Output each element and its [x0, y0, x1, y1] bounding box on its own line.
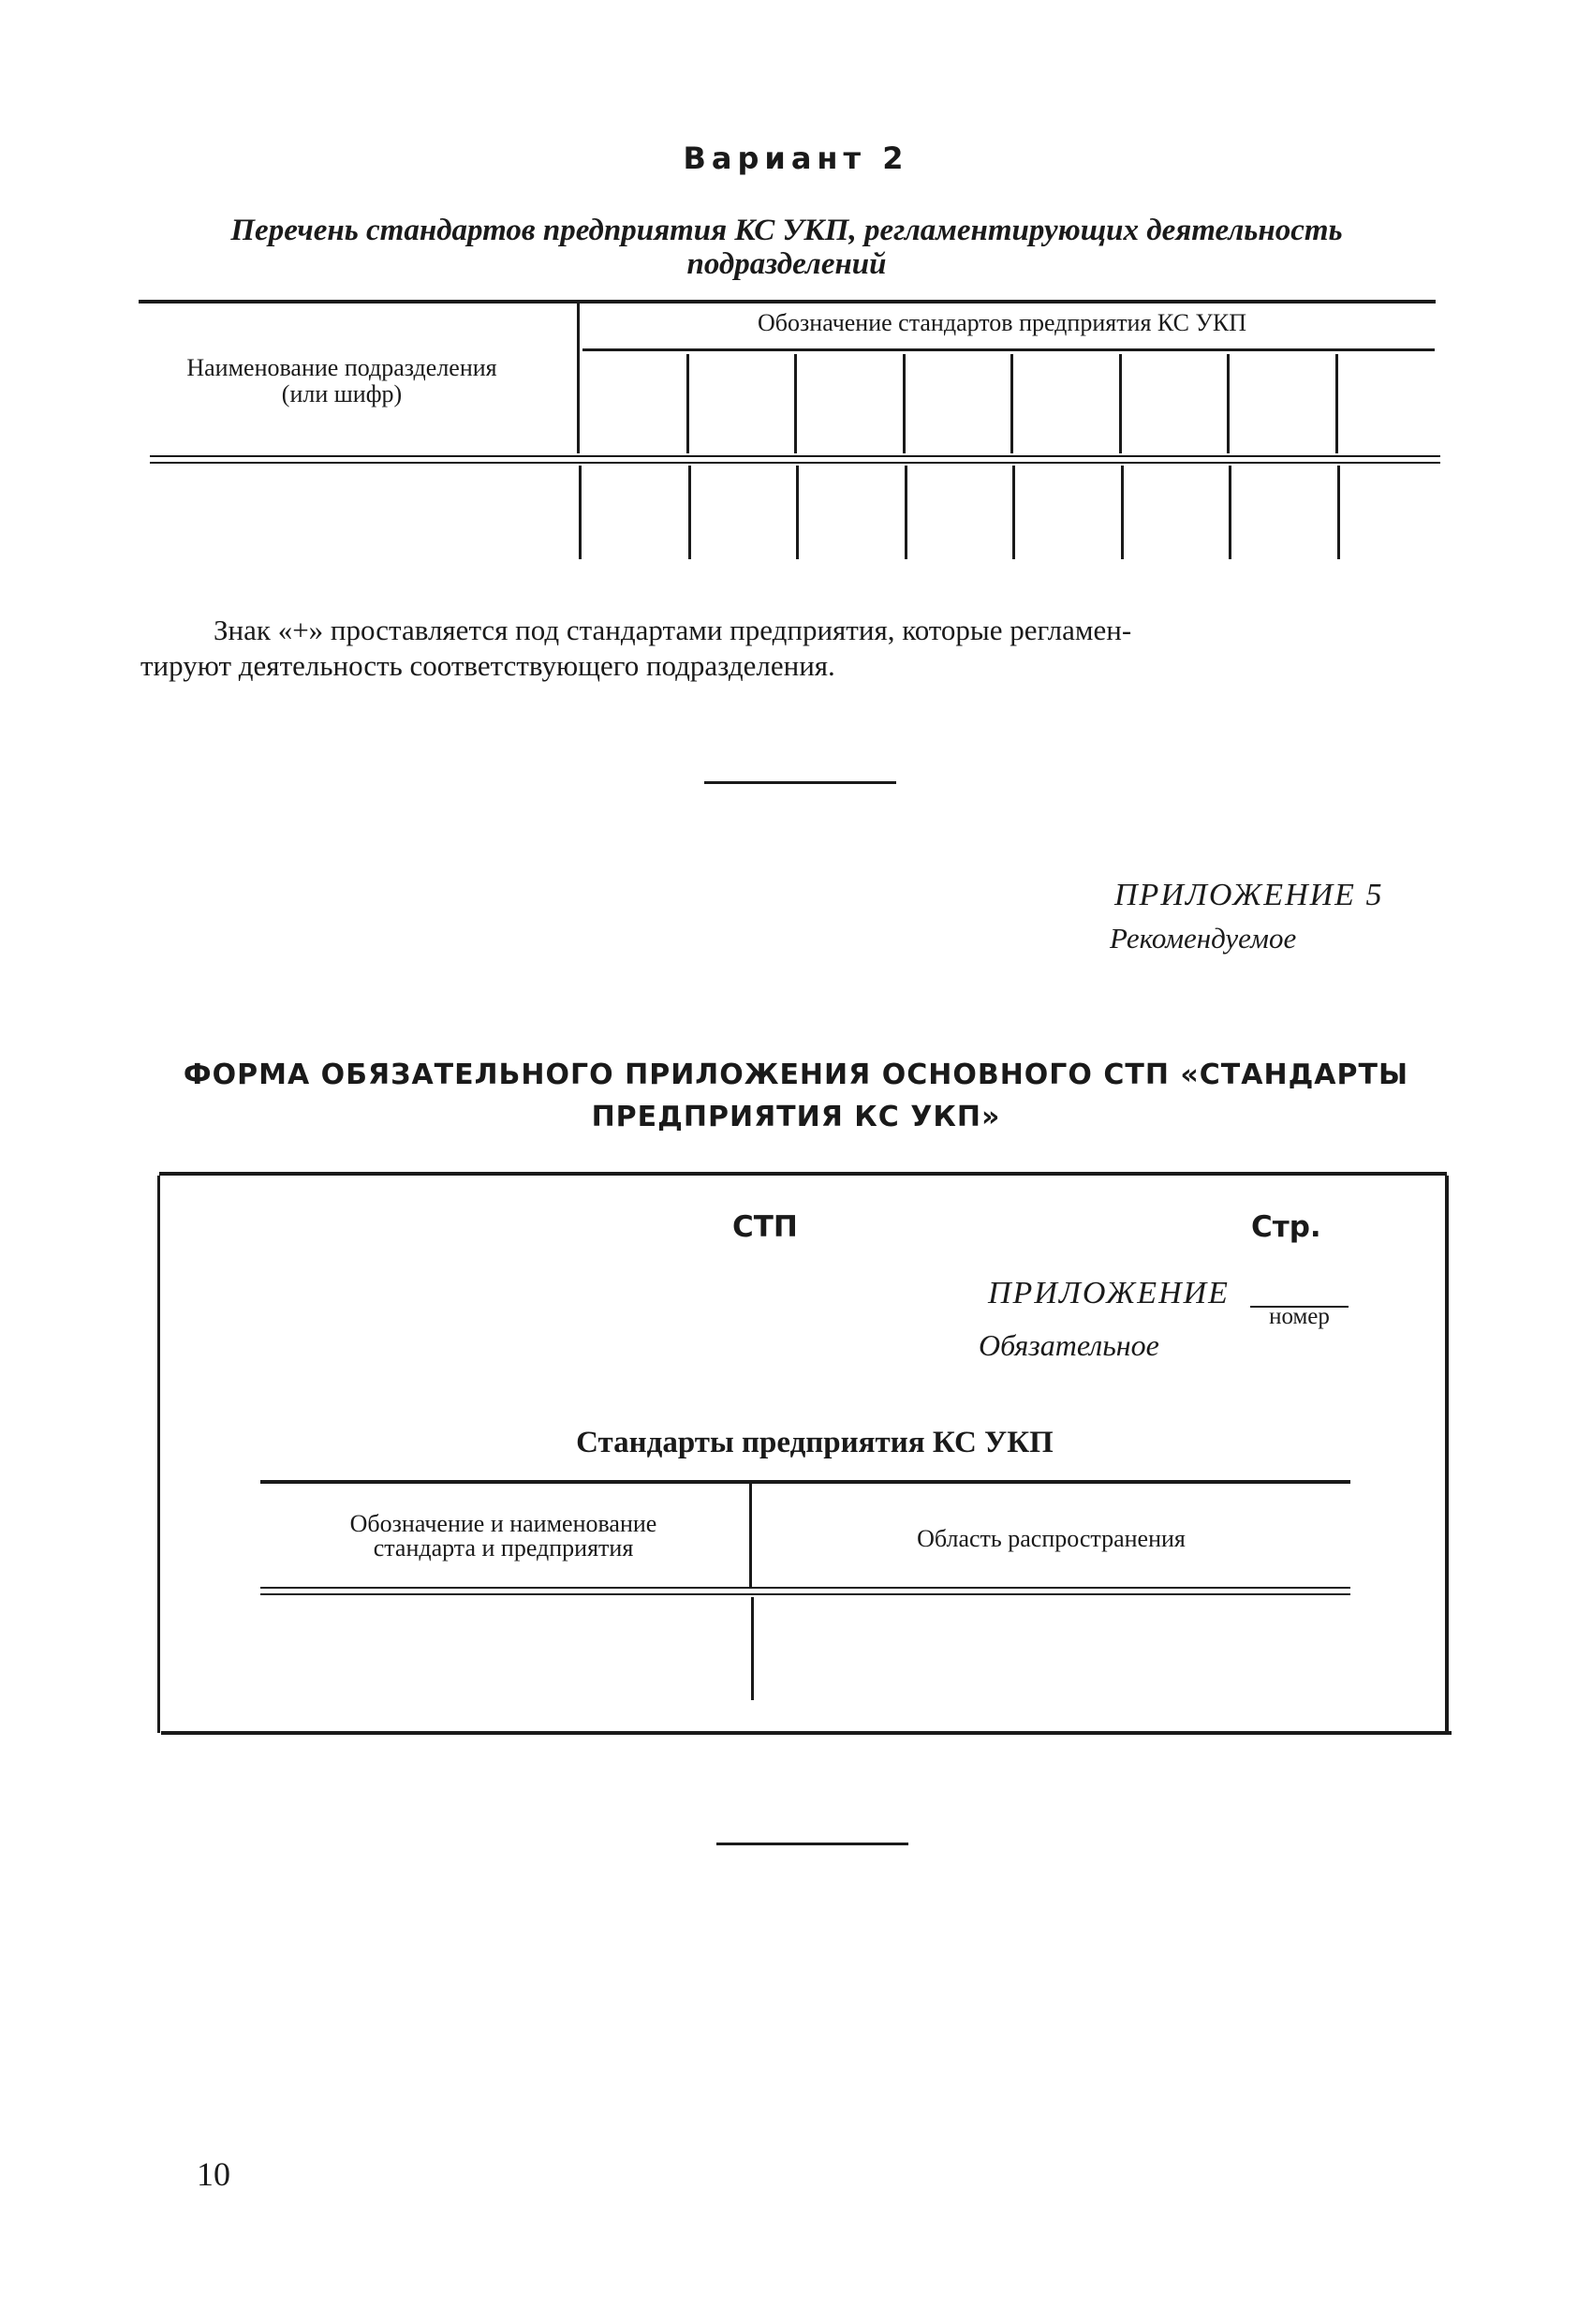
note-line1: Знак «+» проставляется под стандартами предприятия, которые регламен-	[214, 614, 1132, 646]
appendix-title-line1: ФОРМА ОБЯЗАТЕЛЬНОГО ПРИЛОЖЕНИЯ ОСНОВНОГО СТП «СТАНДАРТЫ	[183, 1058, 1409, 1091]
table-double-rule-top	[150, 455, 1440, 457]
header-col-line	[686, 354, 689, 453]
form-appendix-label: ПРИЛОЖЕНИЕ	[988, 1276, 1230, 1310]
header-col-line	[1335, 354, 1338, 453]
body-col-line	[905, 466, 907, 559]
standards-table-top-rule	[260, 1480, 1350, 1484]
form-stp-label: СТП	[732, 1210, 798, 1244]
body-col-line	[1337, 466, 1340, 559]
variant-title: Вариант 2	[683, 141, 909, 176]
note-line2: тируют деятельность соответствующего подразделения.	[140, 649, 835, 682]
body-col-line	[1012, 466, 1015, 559]
column-header-scope: Область распространения	[917, 1525, 1186, 1552]
frame-bottom	[161, 1731, 1452, 1735]
page-number: 10	[197, 2155, 230, 2193]
form-status: Обязательное	[979, 1328, 1159, 1362]
header-col-line	[794, 354, 797, 453]
standards-double-rule-bottom	[260, 1593, 1350, 1595]
header-subrule	[582, 348, 1435, 351]
form-table-title: Стандарты предприятия КС УКП	[576, 1426, 1054, 1459]
column-header-designation-line1: Обозначение и наименование	[349, 1510, 657, 1537]
body-col-line	[796, 466, 799, 559]
frame-left	[157, 1176, 160, 1733]
body-col-line	[1121, 466, 1124, 559]
header-department-name: Наименование подразделения	[186, 354, 497, 381]
standards-double-rule-top	[260, 1587, 1350, 1589]
form-page-label: Стр.	[1251, 1210, 1321, 1244]
frame-right	[1445, 1176, 1449, 1733]
header-col-line	[1119, 354, 1122, 453]
header-department-code: (или шифр)	[281, 380, 403, 407]
list-table-title-line2: подразделений	[686, 247, 887, 281]
frame-top	[159, 1172, 1447, 1176]
header-col-line	[1227, 354, 1230, 453]
column-header-designation-line2: стандарта и предприятия	[373, 1534, 634, 1562]
standards-body-divider	[751, 1597, 754, 1700]
list-table-title-line1: Перечень стандартов предприятия КС УКП, регламентирующих деятельность	[230, 214, 1343, 247]
section-separator	[704, 781, 896, 784]
closing-separator	[716, 1843, 908, 1845]
header-divider	[577, 303, 580, 453]
appendix-title-line2: ПРЕДПРИЯТИЯ КС УКП»	[591, 1101, 1001, 1133]
table-double-rule-bottom	[150, 462, 1440, 464]
body-col-line	[1229, 466, 1231, 559]
appendix-number-label: номер	[1269, 1304, 1330, 1329]
table-top-rule	[139, 300, 1436, 303]
appendix-label: ПРИЛОЖЕНИЕ 5	[1114, 878, 1384, 912]
header-col-line	[903, 354, 906, 453]
header-col-line	[1010, 354, 1013, 453]
standards-header-divider	[749, 1484, 752, 1587]
body-divider	[579, 466, 582, 559]
appendix-status: Рекомендуемое	[1110, 922, 1297, 955]
body-col-line	[688, 466, 691, 559]
header-standards-designation: Обозначение стандартов предприятия КС УКП	[758, 309, 1246, 336]
